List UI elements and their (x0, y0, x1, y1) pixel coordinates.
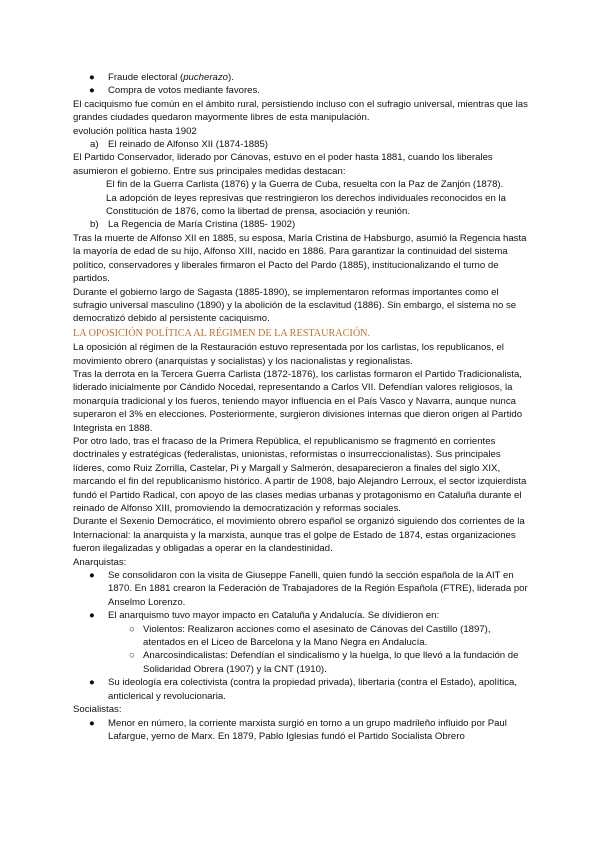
list-item: ● Fraude electoral (pucherazo). (89, 72, 234, 83)
bullet-icon: ● (89, 717, 95, 729)
bullet-icon: ● (89, 610, 95, 622)
paragraph: El Partido Conservador, liderado por Cánovas, estuvo en el poder hasta 1881, cuando los liberales asumieron el gobierno. Entre sus principales medidas destacan: (73, 152, 493, 177)
bullet-icon: ● (89, 677, 95, 689)
section-heading: LA OPOSICIÓN POLÍTICA AL RÉGIMEN DE LA RESTAURACIÓN. (73, 327, 371, 339)
paragraph: Durante el gobierno largo de Sagasta (1885-1890), se implementaron reformas importantes como el sufragio universal masculino (1890) y la abolición de la esclavitud (1886). Sin embargo, el sistema no se democratizó debido al persistente caciquismo. (73, 286, 517, 325)
subsection-label: Socialistas: (73, 704, 122, 716)
bullet-icon: ● (89, 72, 95, 83)
list-item: a) El reinado de Alfonso XII (1874-1885) (90, 139, 269, 151)
circle-bullet-icon: ○ (129, 623, 135, 635)
list-letter: b) (90, 219, 99, 231)
list-item: ● Compra de votos mediante favores. (89, 85, 260, 97)
list-item: ● El anarquismo tuvo mayor impacto en Cataluña y Andalucía. Se dividieron en: (89, 610, 440, 622)
indented-paragraph: El fin de la Guerra Carlista (1876) y la Guerra de Cuba, resuelta con la Paz de Zanjón (1878). (106, 179, 504, 191)
circle-bullet-icon: ○ (129, 650, 135, 662)
paragraph: Por otro lado, tras el fracaso de la Primera República, el republicanismo se fragmentó en corrientes doctrinales y estratégicas (federalistas, unionistas, reformistas o insurreccionalistas). Sus principales líderes, como Ruiz Zorrilla, Castelar, Pi y Margall y Salmerón, desaparecieron a finales del siglo XIX, marcando el fin del republicanismo histórico. A partir de 1908, bajo Alejandro Lerroux, el sector izquierdista fundó el Partido Radical, con apoyo de las clases medias urbanas y protagonismo en Cataluña durante el reinado de Alfonso XIII, promoviendo la democratización y reformas sociales. (73, 435, 527, 514)
list-item: ● Su ideología era colectivista (contra la propiedad privada), libertaria (contra el Estado), apolítica, anticlerical y revolucionaria. (89, 677, 518, 702)
list-item: b) La Regencia de María Cristina (1885- 1902) (90, 219, 296, 231)
section-label: evolución política hasta 1902 (73, 125, 197, 137)
list-item: ● Se consolidaron con la visita de Giuseppe Fanelli, quien fundó la sección española de la AIT en 1870. En 1881 crearon la Federación de Trabajadores de la Región Española (FTRE), liderada por Anselmo Lorenzo. (89, 570, 528, 608)
paragraph: Tras la derrota en la Tercera Guerra Carlista (1872-1876), los carlistas formaron el Partido Tradicionalista, liderado inicialmente por Cándido Nocedal, representando a Carlos VII. Defendían valores religiosos, la monarquía tradicional y los fueros, teniendo mayor influencia en el País Vasco y Navarra, aunque nunca superaron el 3% en elecciones. Posteriormente, surgieron divisiones internas que dieron origen al Partido Integrista en 1888. (73, 368, 523, 434)
paragraph: La oposición al régimen de la Restauración estuvo representada por los carlistas, los republicanos, el movimiento obrero (anarquistas y socialistas) y los nacionalistas y regionalistas. (73, 342, 504, 367)
list-item: ● Menor en número, la corriente marxista surgió en torno a un grupo madrileño influido por Paul Lafargue, yerno de Marx. En 1879, Pablo Iglesias fundó el Partido Socialista Obrero (89, 717, 507, 742)
list-letter: a) (90, 139, 99, 151)
list-subitem: ○ Violentos: Realizaron acciones como el asesinato de Cánovas del Castillo (1897), atentados en el Liceo de Barcelona y la Mano Negra en Andalucía. (129, 623, 491, 649)
document-body (73, 71, 533, 743)
paragraph: Durante el Sexenio Democrático, el movimiento obrero español se organizó siguiendo dos corrientes de la Internacional: la anarquista y la marxista, aunque tras el golpe de Estado de 1874, estas organizaciones fueron ilegalizadas y obligadas a operar en la clandestinidad. (73, 516, 525, 555)
paragraph: El caciquismo fue común en el ámbito rural, persistiendo incluso con el sufragio universal, mientras que las grandes ciudades quedaron mayormente libres de esta manipulación. (73, 98, 528, 124)
bullet-icon: ● (89, 570, 95, 582)
indented-paragraph: La adopción de leyes represivas que restringieron los derechos individuales reconocidos en la Constitución de 1876, como la libertad de prensa, asociación y reunión. (106, 192, 506, 218)
subsection-label: Anarquistas: (73, 556, 127, 568)
paragraph: Tras la muerte de Alfonso XII en 1885, su esposa, María Cristina de Habsburgo, asumió la Regencia hasta la mayoría de edad de su hijo, Alfonso XIII, nacido en 1886. Para garantizar la continuidad del sistema político, conservadores y liberales firmaron el Pacto del Pardo (1885), institucionalizando el turno de partidos. (73, 232, 527, 285)
list-subitem: ○ Anarcosindicalistas: Defendían el sindicalismo y la huelga, lo que llevó a la fundación de Solidaridad Obrera (1907) y la CNT (1910). (129, 650, 519, 675)
bullet-icon: ● (89, 85, 95, 97)
